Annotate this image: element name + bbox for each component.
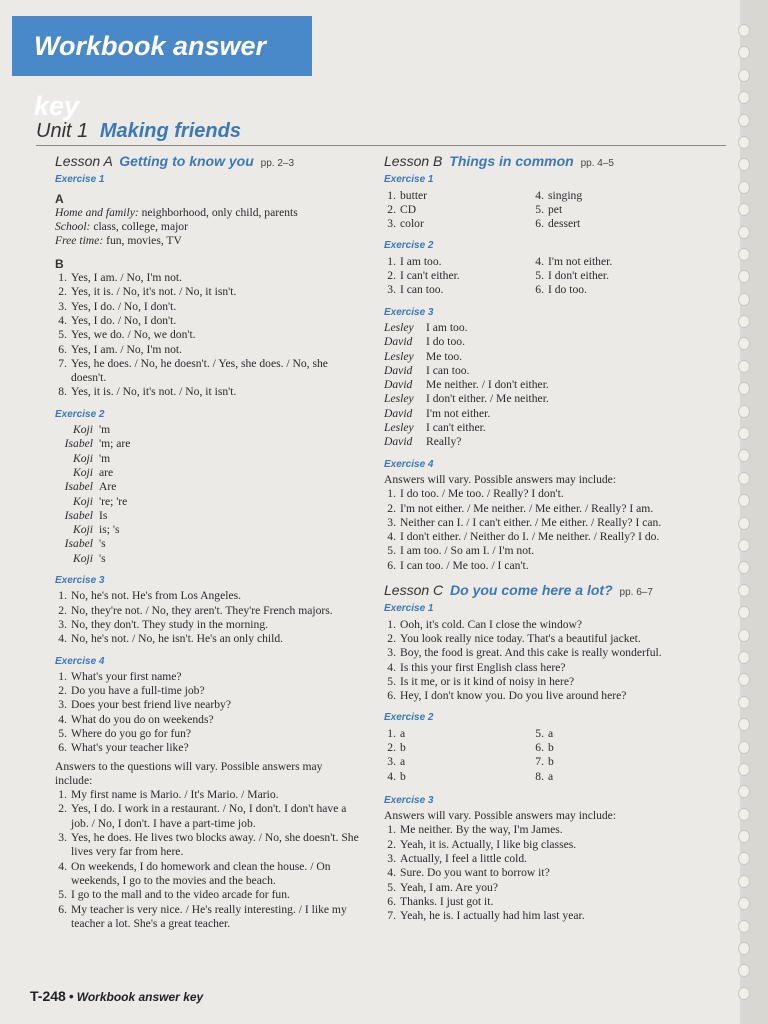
binder-ring-icon bbox=[738, 718, 750, 731]
binder-ring-icon bbox=[738, 852, 750, 865]
exercise-label: Exercise 1 bbox=[384, 603, 434, 615]
list-item: Home and family: neighborhood, only child, parents bbox=[55, 205, 298, 219]
list-item: 4. On weekends, I do homework and clean the house. / On weekends, I go to the movies and the beach. bbox=[58, 859, 331, 887]
list-item: 5. Yes, we do. / No, we don't. bbox=[58, 328, 196, 342]
part-b-label: B bbox=[55, 256, 64, 271]
list-item: Koji 's bbox=[73, 551, 106, 565]
binder-ring-icon bbox=[738, 158, 750, 171]
list-item: 2. I can't either. bbox=[387, 269, 460, 283]
binder-ring-icon bbox=[738, 561, 750, 574]
binder-ring-icon bbox=[738, 517, 750, 530]
list-item: 5. I am too. / So am I. / I'm not. bbox=[387, 544, 535, 558]
binder-ring-icon bbox=[738, 539, 750, 552]
list-item: 5. Where do you go for fun? bbox=[58, 726, 192, 740]
list-item: 7. Yeah, he is. I actually had him last year. bbox=[387, 909, 585, 923]
list-item: 4. I'm not either. bbox=[535, 254, 613, 268]
list-item: Free time: fun, movies, TV bbox=[55, 234, 182, 248]
exercise-note: Answers to the questions will vary. Possible answers may include: bbox=[55, 759, 323, 787]
lesson-a-pages: pp. 2–3 bbox=[260, 158, 295, 169]
exercise-label: Exercise 4 bbox=[384, 458, 434, 470]
right-column bbox=[384, 154, 684, 924]
binder-ring-icon bbox=[738, 808, 750, 821]
exercise-label: Exercise 3 bbox=[384, 794, 434, 806]
lesson-b-name: Lesson B bbox=[384, 153, 443, 169]
answer-grid bbox=[384, 727, 684, 784]
binder-ring-icon bbox=[738, 651, 750, 664]
list-item: 4. b bbox=[387, 769, 406, 783]
list-item: 3. No, they don't. They study in the morning. bbox=[58, 617, 269, 631]
list-item: 7. b bbox=[535, 755, 554, 769]
binder-ring-icon bbox=[738, 226, 750, 239]
left-column bbox=[55, 154, 360, 931]
list-item: 6. dessert bbox=[535, 217, 581, 231]
list-item: Lesley I am too. bbox=[384, 320, 468, 334]
list-item: 1. I am too. bbox=[387, 254, 442, 268]
list-item: 5. a bbox=[535, 726, 554, 740]
list-item: 3. color bbox=[387, 217, 424, 231]
lesson-b-heading bbox=[384, 154, 684, 171]
list-item: 2. Yes, I do. I work in a restaurant. / No, I don't. I don't have a job. / No, I don't. I have a part-time job. bbox=[58, 802, 347, 830]
list-item: 2. Yeah, it is. Actually, I like big classes. bbox=[387, 837, 577, 851]
list-item: Koji are bbox=[73, 465, 114, 479]
list-item: 2. b bbox=[387, 740, 406, 754]
list-item: 6. b bbox=[535, 740, 554, 754]
binder-ring-icon bbox=[738, 337, 750, 350]
list-item: 5. I go to the mall and to the video arcade for fun. bbox=[58, 888, 290, 902]
binder-ring-icon bbox=[738, 360, 750, 373]
list-item: School: class, college, major bbox=[55, 220, 188, 234]
list-item: 2. You look really nice today. That's a beautiful jacket. bbox=[387, 631, 641, 645]
exercise-label: Exercise 1 bbox=[55, 174, 105, 186]
list-item: 3. Does your best friend live nearby? bbox=[58, 698, 232, 712]
list-item: 1. Ooh, it's cold. Can I close the window? bbox=[387, 617, 583, 631]
binder-ring-icon bbox=[738, 987, 750, 1000]
list-item: 2. Do you have a full-time job? bbox=[58, 684, 205, 698]
list-item: 6. Hey, I don't know you. Do you live around here? bbox=[387, 689, 627, 703]
binder-ring-icon bbox=[738, 830, 750, 843]
exercise-note: Answers will vary. Possible answers may include: bbox=[384, 809, 617, 823]
list-item: Koji 'm bbox=[73, 423, 111, 437]
list-item: David Really? bbox=[384, 435, 462, 449]
binder-ring-icon bbox=[738, 629, 750, 642]
binder-ring-icon bbox=[738, 897, 750, 910]
binder-ring-icon bbox=[738, 315, 750, 328]
binder-ring-icon bbox=[738, 136, 750, 149]
binder-ring-icon bbox=[738, 382, 750, 395]
list-item: Isabel Are bbox=[64, 480, 117, 494]
binder-ring-icon bbox=[738, 449, 750, 462]
list-item: 5. Yeah, I am. Are you? bbox=[387, 880, 498, 894]
lesson-c-pages: pp. 6–7 bbox=[619, 587, 653, 599]
unit-title: Making friends bbox=[99, 120, 241, 142]
binder-ring-icon bbox=[738, 203, 750, 216]
exercise-note: Answers will vary. Possible answers may include: bbox=[384, 472, 617, 486]
footer-separator: • bbox=[68, 988, 74, 1004]
binder-ring-icon bbox=[738, 584, 750, 597]
list-item: Lesley I don't either. / Me neither. bbox=[384, 392, 549, 406]
list-item: Isabel Is bbox=[64, 508, 108, 522]
binder-ring-icon bbox=[738, 741, 750, 754]
binder-ring-icon bbox=[738, 91, 750, 104]
list-item: 6. Yes, I am. / No, I'm not. bbox=[58, 342, 183, 356]
list-item: Isabel 's bbox=[64, 537, 106, 551]
list-item: Lesley Me too. bbox=[384, 349, 463, 363]
binder-ring-icon bbox=[738, 69, 750, 82]
list-item: 3. Neither can I. / I can't either. / Me either. / Really? I can. bbox=[387, 515, 662, 529]
list-item: David I'm not either. bbox=[384, 406, 491, 420]
list-item: 1. What's your first name? bbox=[58, 669, 182, 683]
list-item: David I can too. bbox=[384, 363, 470, 377]
list-item: 2. Yes, it is. / No, it's not. / No, it isn't. bbox=[58, 285, 237, 299]
binder-ring-icon bbox=[738, 763, 750, 776]
exercise-label: Exercise 3 bbox=[55, 575, 105, 587]
unit-heading bbox=[36, 120, 726, 146]
binder-ring-icon bbox=[738, 673, 750, 686]
binder-ring-icon bbox=[738, 427, 750, 440]
list-item: 2. CD bbox=[387, 202, 417, 216]
lesson-c-heading bbox=[384, 583, 684, 600]
binder-ring-icon bbox=[738, 181, 750, 194]
lesson-a-title: Getting to know you bbox=[119, 153, 254, 169]
list-item: 4. Yes, I do. / No, I don't. bbox=[58, 313, 177, 327]
list-item: 3. I can too. bbox=[387, 283, 444, 297]
list-item: Lesley I can't either. bbox=[384, 421, 486, 435]
binder-ring-icon bbox=[738, 785, 750, 798]
list-item: 6. What's your teacher like? bbox=[58, 741, 189, 755]
list-item: 8. Yes, it is. / No, it's not. / No, it isn't. bbox=[58, 385, 237, 399]
exercise-label: Exercise 2 bbox=[384, 240, 434, 252]
list-item: 6. I do too. bbox=[535, 283, 587, 297]
page-footer bbox=[30, 988, 203, 1004]
list-item: 1. Yes, I am. / No, I'm not. bbox=[58, 271, 183, 285]
list-item: Koji is; 's bbox=[73, 523, 120, 537]
list-item: 3. a bbox=[387, 755, 406, 769]
exercise-label: Exercise 2 bbox=[55, 408, 105, 420]
list-item: 4. What do you do on weekends? bbox=[58, 712, 214, 726]
list-item: 1. butter bbox=[387, 188, 428, 202]
lesson-a-heading bbox=[55, 154, 360, 171]
list-item: 2. No, they're not. / No, they aren't. They're French majors. bbox=[58, 603, 333, 617]
list-item: 1. Me neither. By the way, I'm James. bbox=[387, 823, 563, 837]
answer-grid bbox=[384, 189, 684, 232]
list-item: 2. I'm not either. / Me neither. / Me either. / Really? I am. bbox=[387, 501, 654, 515]
binding-rings bbox=[738, 24, 754, 1009]
list-item: 1. My first name is Mario. / It's Mario. / Mario. bbox=[58, 788, 279, 802]
list-item: Isabel 'm; are bbox=[64, 437, 131, 451]
lesson-b-pages: pp. 4–5 bbox=[580, 158, 614, 169]
list-item: David Me neither. / I don't either. bbox=[384, 378, 549, 392]
exercise-label: Exercise 2 bbox=[384, 712, 434, 724]
list-item: 4. I don't either. / Neither do I. / Me neither. / Really? I do. bbox=[387, 530, 660, 544]
binder-ring-icon bbox=[738, 293, 750, 306]
list-item: Koji 'm bbox=[73, 451, 111, 465]
list-item: David I do too. bbox=[384, 335, 465, 349]
footer-title: Workbook answer key bbox=[76, 990, 204, 1004]
header-banner: Workbook answer key bbox=[12, 16, 312, 76]
list-item: 6. I can too. / Me too. / I can't. bbox=[387, 558, 529, 572]
binder-ring-icon bbox=[738, 46, 750, 59]
list-item: 3. Yes, I do. / No, I don't. bbox=[58, 299, 177, 313]
lesson-b-title: Things in common bbox=[449, 153, 574, 169]
list-item: 4. singing bbox=[535, 188, 583, 202]
list-item: 3. Actually, I feel a little cold. bbox=[387, 852, 528, 866]
binder-ring-icon bbox=[738, 942, 750, 955]
exercise-label: Exercise 1 bbox=[384, 174, 434, 186]
binder-ring-icon bbox=[738, 920, 750, 933]
answer-grid bbox=[384, 255, 684, 298]
list-item: 7. Yes, he does. / No, he doesn't. / Yes, she does. / No, she doesn't. bbox=[58, 356, 328, 385]
list-item: 4. Sure. Do you want to borrow it? bbox=[387, 866, 550, 880]
list-item: 5. I don't either. bbox=[535, 269, 610, 283]
binder-ring-icon bbox=[738, 24, 750, 37]
binder-ring-icon bbox=[738, 696, 750, 709]
binder-ring-icon bbox=[738, 606, 750, 619]
list-item: 5. Is it me, or is it kind of noisy in here? bbox=[387, 674, 575, 688]
binder-ring-icon bbox=[738, 270, 750, 283]
exercise-label: Exercise 4 bbox=[55, 655, 105, 667]
list-item: Koji 're; 're bbox=[73, 494, 128, 508]
list-item: 1. No, he's not. He's from Los Angeles. bbox=[58, 589, 242, 603]
lesson-c-name: Lesson C bbox=[384, 582, 444, 599]
binder-ring-icon bbox=[738, 472, 750, 485]
part-a-label: A bbox=[55, 191, 64, 206]
list-item: 8. a bbox=[535, 769, 554, 783]
list-item: 4. Is this your first English class here? bbox=[387, 660, 566, 674]
list-item: 5. pet bbox=[535, 202, 563, 216]
binder-ring-icon bbox=[738, 964, 750, 977]
page-number: T-248 bbox=[30, 988, 66, 1004]
lesson-a-name: Lesson A bbox=[55, 153, 113, 169]
list-item: 6. Thanks. I just got it. bbox=[387, 894, 494, 908]
exercise-label: Exercise 3 bbox=[384, 306, 434, 318]
binder-ring-icon bbox=[738, 405, 750, 418]
unit-number: Unit 1 bbox=[36, 120, 89, 142]
list-item: 3. Yes, he does. He lives two blocks away. / No, she doesn't. She lives very far from here. bbox=[58, 831, 359, 859]
binder-ring-icon bbox=[738, 248, 750, 261]
lesson-c-title: Do you come here a lot? bbox=[450, 582, 613, 599]
binder-ring-icon bbox=[738, 875, 750, 888]
list-item: 6. My teacher is very nice. / He's really interesting. / I like my teacher a lot. She's a great teacher. bbox=[58, 902, 347, 930]
list-item: 1. I do too. / Me too. / Really? I don't. bbox=[387, 487, 564, 501]
list-item: 1. a bbox=[387, 726, 406, 740]
list-item: 4. No, he's not. / No, he isn't. He's an only child. bbox=[58, 632, 284, 646]
list-item: 3. Boy, the food is great. And this cake is really wonderful. bbox=[387, 646, 662, 660]
binder-ring-icon bbox=[738, 494, 750, 507]
binder-ring-icon bbox=[738, 114, 750, 127]
